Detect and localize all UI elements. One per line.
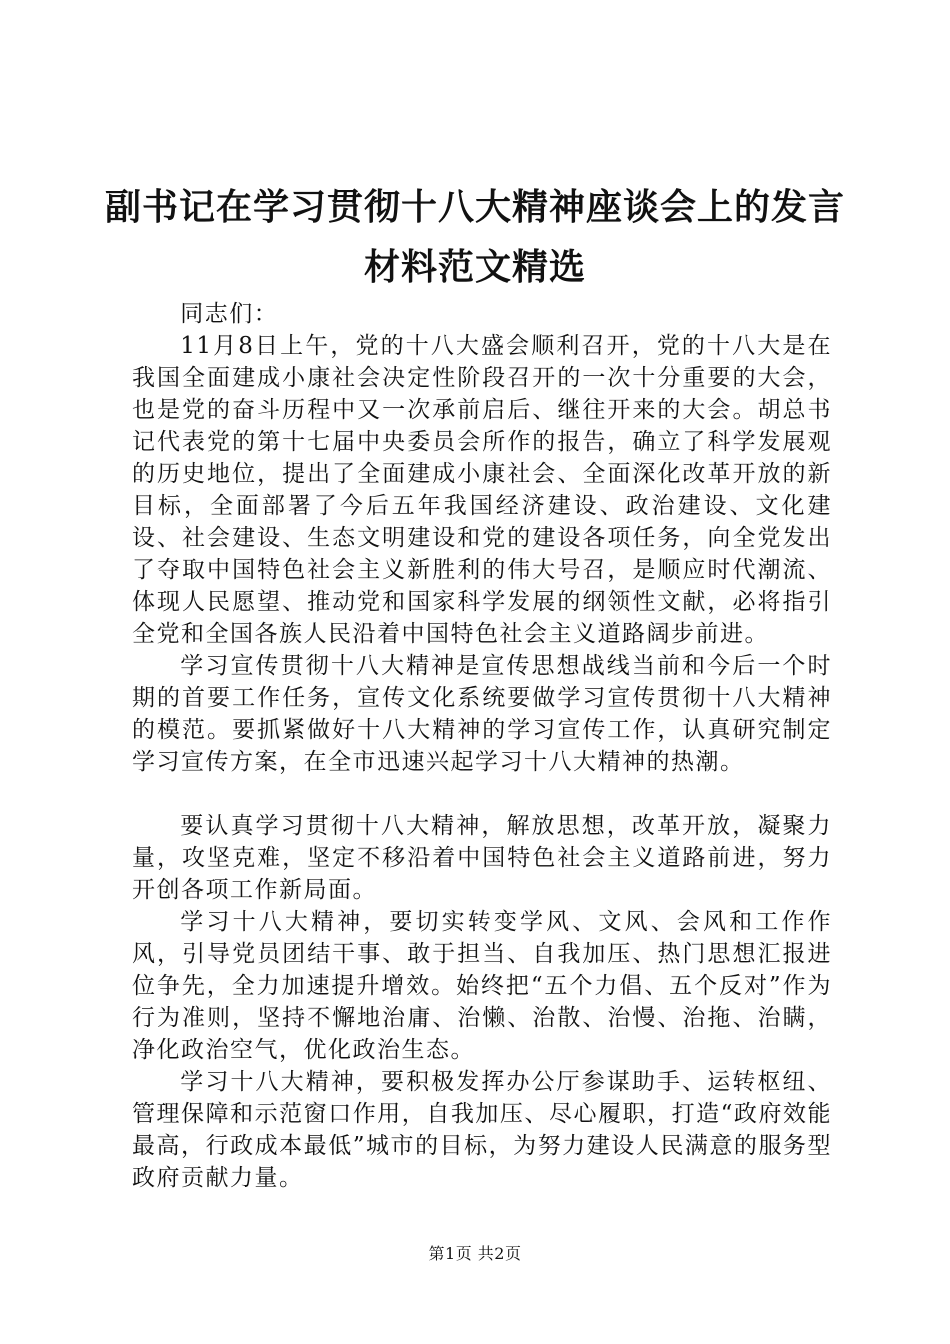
paragraph-4: 学习十八大精神，要切实转变学风、文风、会风和工作作风，引导党员团结干事、敢于担当、自我加压、热门思想汇报进位争先，全力加速提升增效。始终把“五个力倡、五个反对”作为行为准则，坚持不懈地治庸、治懒、治散、治慢、治拖、治瞒，净化政治空气，优化政治生态。 (132, 909, 832, 1063)
page-indicator: 第1页 共2页 (428, 1244, 522, 1263)
paragraph-3: 要认真学习贯彻十八大精神，解放思想，改革开放，凝聚力量，攻坚克难，坚定不移沿着中国特色社会主义道路前进，努力开创各项工作新局面。 (132, 813, 832, 903)
document-title (100, 178, 850, 298)
document-body (132, 298, 832, 1194)
title-line-2: 材料范文精选 (363, 247, 586, 288)
salutation: 同志们： (180, 301, 279, 327)
paragraph-5: 学习十八大精神，要积极发挥办公厅参谋助手、运转枢纽、管理保障和示范窗口作用，自我加压、尽心履职，打造“政府效能最高，行政成本最低”城市的目标，为努力建设人民满意的服务型政府贡献力量。 (132, 1069, 832, 1191)
paragraph-1: 11月8日上午，党的十八大盛会顺利召开，党的十八大是在我国全面建成小康社会决定性阶段召开的一次十分重要的大会，也是党的奋斗历程中又一次承前启后、继往开来的大会。胡总书记代表党的第十七届中央委员会所作的报告，确立了科学发展观的历史地位，提出了全面建成小康社会、全面深化改革开放的新目标，全面部署了今后五年我国经济建设、政治建设、文化建设、社会建设、生态文明建设和党的建设各项任务，向全党发出了夺取中国特色社会主义新胜利的伟大号召，是顺应时代潮流、体现人民愿望、推动党和国家科学发展的纲领性文献，必将指引全党和全国各族人民沿着中国特色社会主义道路阔步前进。 (132, 333, 832, 647)
title-line-1: 副书记在学习贯彻十八大精神座谈会上的发言 (104, 187, 845, 228)
paragraph-2: 学习宣传贯彻十八大精神是宣传思想战线当前和今后一个时期的首要工作任务，宣传文化系统要做学习宣传贯彻十八大精神的模范。要抓紧做好十八大精神的学习宣传工作，认真研究制定学习宣传方案，在全市迅速兴起学习十八大精神的热潮。 (132, 653, 832, 775)
